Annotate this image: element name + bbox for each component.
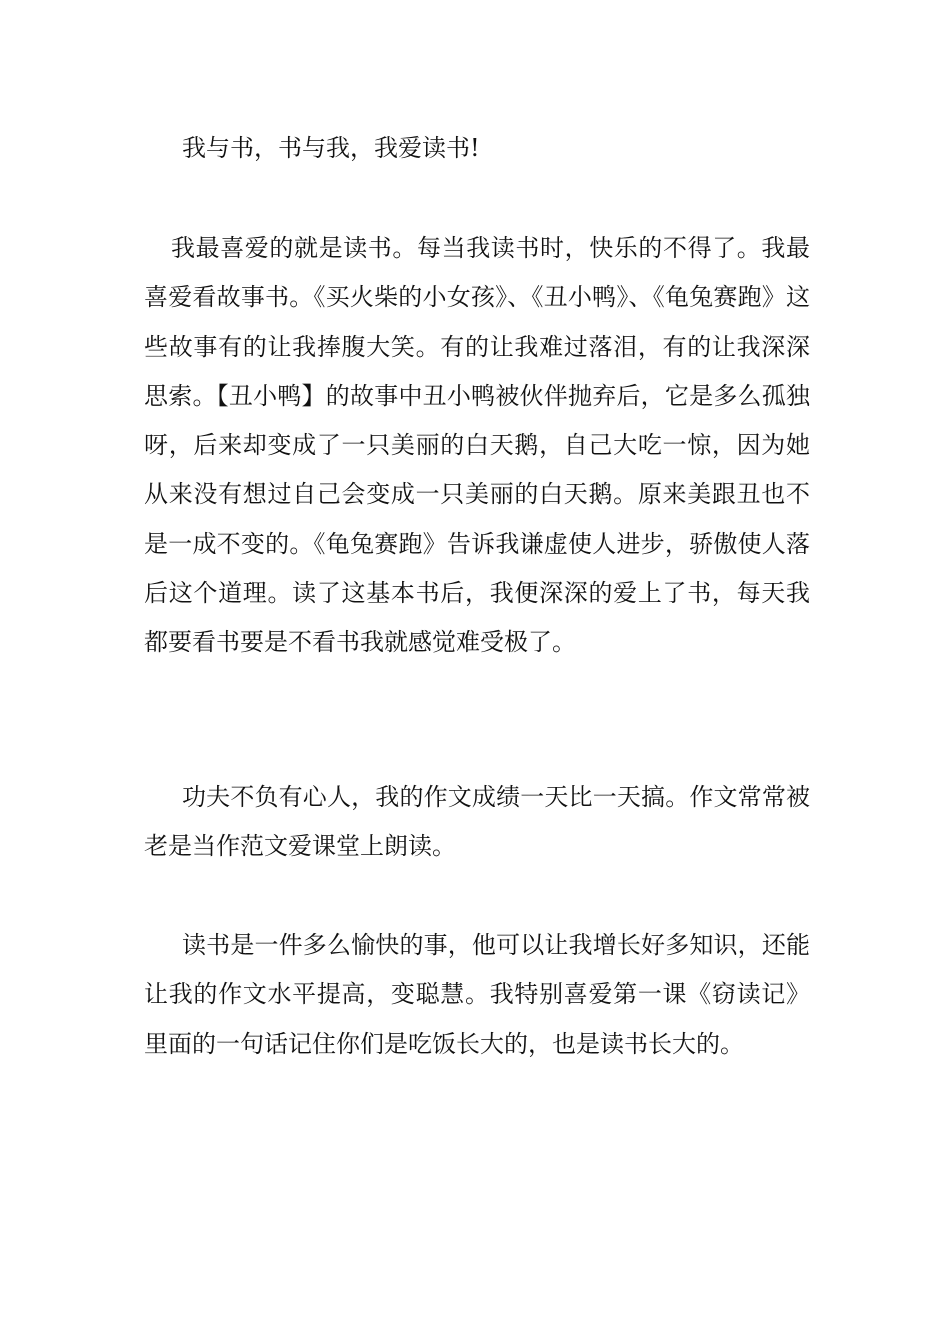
paragraph-writing-results: 功夫不负有心人，我的作文成绩一天比一天搞。作文常常被老是当作范文爱课堂上朗读。	[144, 783, 810, 861]
paragraph-intro: 我与书，书与我，我爱读书!	[182, 134, 480, 162]
paragraph-reading-joy: 读书是一件多么愉快的事，他可以让我增长好多知识，还能让我的作文水平提高，变聪慧。我特别喜爱第一课《窃读记》里面的一句话记住你们是吃饭长大的，也是读书长大的。	[144, 931, 810, 1058]
paragraph-favorite-stories: 我最喜爱的就是读书。每当我读书时，快乐的不得了。我最喜爱看故事书。《买火柴的小女孩》、《丑小鸭》、《龟兔赛跑》这些故事有的让我捧腹大笑。有的让我难过落泪，有的让我深深思索。【丑小鸭】的故事中丑小鸭被伙伴抛弃后，它是多么孤独呀，后来却变成了一只美丽的白天鹅，自己大吃一惊，因为她从来没有想过自己会变成一只美丽的白天鹅。原来美跟丑也不是一成不变的。《龟兔赛跑》告诉我谦虚使人进步，骄傲使人落后这个道理。读了这基本书后，我便深深的爱上了书，每天我都要看书要是不看书我就感觉难受极了。	[144, 234, 810, 657]
